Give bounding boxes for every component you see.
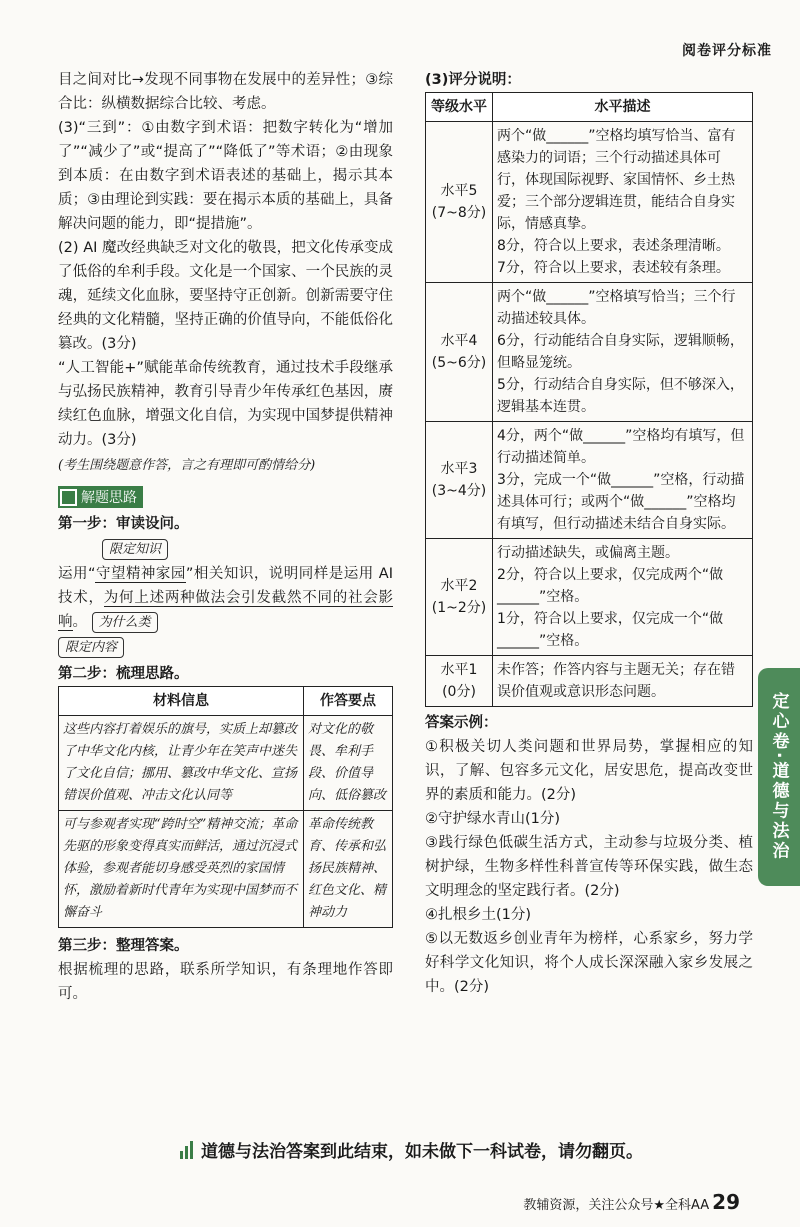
table-row	[59, 811, 393, 928]
bars-icon	[180, 1141, 195, 1159]
question-part: ”相关知识，说明同样是运用 AI 技术，	[58, 566, 393, 606]
table-row	[426, 656, 753, 707]
underlined-knowledge: 守望精神家园	[95, 566, 186, 582]
question-text	[58, 562, 393, 634]
answer-title: 答案示例：	[425, 715, 498, 731]
answer-item: ②守护绿水青山(1分)	[425, 811, 561, 827]
desc-line: 5分，行动结合自身实际，但不够深入，逻辑基本连贯。	[497, 377, 744, 415]
level-cell: 水平5 (7~8分)	[426, 122, 493, 283]
badge-label: 解题思路	[81, 490, 137, 506]
footer-banner-text: 道德与法治答案到此结束，如未做下一科试卷，请勿翻页。	[201, 1142, 643, 1162]
solution-badge	[58, 486, 143, 508]
table-cell: 对文化的敬畏、牟利手段、价值导向、低俗篡改	[304, 716, 393, 811]
table-row	[59, 716, 393, 811]
level-cell: 水平4 (5~6分)	[426, 283, 493, 422]
desc-cell	[493, 422, 753, 539]
table-header: 等级水平	[426, 93, 493, 122]
subject-side-tab: 定心卷·道德与法治	[758, 668, 800, 886]
desc-line: 两个“做______”空格均填写恰当、富有感染力的词语；三个行动描述具体可行，体现国际视野、家国情怀、乡土热爱；三个部分逻辑连贯，能结合自身实际，情感真挚。	[497, 128, 736, 232]
desc-line: 两个“做______”空格填写恰当；三个行动描述较具体。	[497, 289, 736, 327]
paragraph: 目之间对比→发现不同事物在发展中的差异性；③综合比：纵横数据综合比较、考虑。	[58, 72, 393, 112]
footer-banner	[180, 1137, 643, 1162]
desc-line: 行动描述缺失，或偏离主题。	[497, 545, 679, 561]
desc-line: 3分，完成一个“做______”空格，行动描述具体可行；或两个“做______”空格均有填写，但行动描述未结合自身实际。	[497, 472, 745, 532]
question-part: 运用“	[58, 566, 96, 582]
underlined-content: 为何上述两种做法会引发截然不同的社会影响	[58, 590, 394, 630]
footer-source	[523, 1190, 740, 1214]
paragraph: “人工智能+”赋能革命传统教育，通过技术手段继承与弘扬民族精神，教育引导青少年传承红色基因，赓续红色血脉，增强文化自信，为实现中国梦提供精神动力。(3分)	[58, 360, 393, 448]
table-cell: 这些内容打着娱乐的旗号，实质上却篡改了中华文化内核，让青少年在笑声中迷失了文化自信；挪用、篡改中华文化、宣扬错误价值观、冲击文化认同等	[59, 716, 304, 811]
annotation-content: 限定内容	[58, 637, 124, 658]
level-cell: 水平1 (0分)	[426, 656, 493, 707]
table-row	[426, 122, 753, 283]
desc-line: 8分，符合以上要求，表述条理清晰。	[497, 238, 730, 254]
footer-source-text: 教辅资源，关注公众号★全科AA	[523, 1198, 710, 1213]
table-header: 作答要点	[304, 687, 393, 716]
desc-line: 2分，符合以上要求，仅完成两个“做______”空格。	[497, 567, 724, 605]
paragraph: (3)“三到”：①由数字到术语：把数字转化为“增加了”“减少了”或“提高了”“降低了”等术语；②由现象到本质：在由数字到术语表述的基础上，揭示其本质；③由理论到实践：要在揭示本质的基础上，具备解决问题的能力，即“提措施”。	[58, 120, 393, 232]
desc-line: 1分，符合以上要求，仅完成一个“做______”空格。	[497, 611, 724, 649]
table-row	[426, 539, 753, 656]
paragraph: (2) AI 魔改经典缺乏对文化的敬畏，把文化传承变成了低俗的牟利手段。文化是一个国家、一个民族的灵魂，延续文化血脉，要坚持守正创新。创新需要守住经典的文化精髓，坚持正确的价值导向，不能低俗化篡改。(3分)	[58, 240, 393, 352]
desc-cell	[493, 539, 753, 656]
table-cell: 革命传统教育、传承和弘扬民族精神、红色文化、精神动力	[304, 811, 393, 928]
material-table	[58, 686, 393, 928]
grading-note: (考生围绕题意作答，言之有理即可酌情给分)	[58, 458, 316, 473]
step-two: 第二步：梳理思路。	[58, 666, 189, 682]
desc-cell	[493, 656, 753, 707]
left-column	[58, 68, 393, 1006]
annotation-why: 为什么类	[92, 612, 158, 633]
desc-line: 未作答；作答内容与主题无关；存在错误价值观或意识形态问题。	[497, 662, 735, 700]
step-three: 第三步：整理答案。	[58, 938, 189, 954]
page-header-title: 阅卷评分标准	[682, 43, 772, 59]
desc-line: 6分，行动能结合自身实际，逻辑顺畅，但略显笼统。	[497, 333, 744, 371]
desc-line: 7分，符合以上要求，表述较有条理。	[497, 260, 730, 276]
paragraph: 根据梳理的思路，联系所学知识，有条理地作答即可。	[58, 962, 393, 1002]
table-row	[426, 283, 753, 422]
table-row	[426, 422, 753, 539]
desc-cell	[493, 122, 753, 283]
answer-item: ⑤以无数返乡创业青年为榜样，心系家乡，努力学好科学文化知识，将个人成长深深融入家乡发展之中。(2分)	[425, 931, 753, 995]
section-title: (3)评分说明：	[425, 72, 521, 88]
step-one: 第一步：审读设问。	[58, 516, 189, 532]
annotation-knowledge: 限定知识	[102, 539, 168, 560]
table-cell: 可与参观者实现“跨时空”精神交流；革命先驱的形象变得真实而鲜活，通过沉浸式体验，参观者能切身感受英烈的家国情怀，激励着新时代青年为实现中国梦而不懈奋斗	[59, 811, 304, 928]
score-table	[425, 92, 753, 707]
level-cell: 水平2 (1~2分)	[426, 539, 493, 656]
question-part: 。	[72, 614, 87, 630]
answer-item: ④扎根乡土(1分)	[425, 907, 532, 923]
level-cell: 水平3 (3~4分)	[426, 422, 493, 539]
table-header: 材料信息	[59, 687, 304, 716]
right-column	[425, 68, 753, 999]
desc-line: 4分，两个“做______”空格均有填写，但行动描述简单。	[497, 428, 745, 466]
answer-item: ①积极关切人类问题和世界局势，掌握相应的知识，了解、包容多元文化，居安思危，提高改变世界的素质和能力。(2分)	[425, 739, 753, 803]
book-icon	[60, 489, 77, 506]
table-header: 水平描述	[493, 93, 753, 122]
desc-cell	[493, 283, 753, 422]
page-number: 29	[712, 1190, 740, 1214]
answer-item: ③践行绿色低碳生活方式，主动参与垃圾分类、植树护绿，生物多样性科普宣传等环保实践，做生态文明理念的坚定践行者。(2分)	[425, 835, 753, 899]
